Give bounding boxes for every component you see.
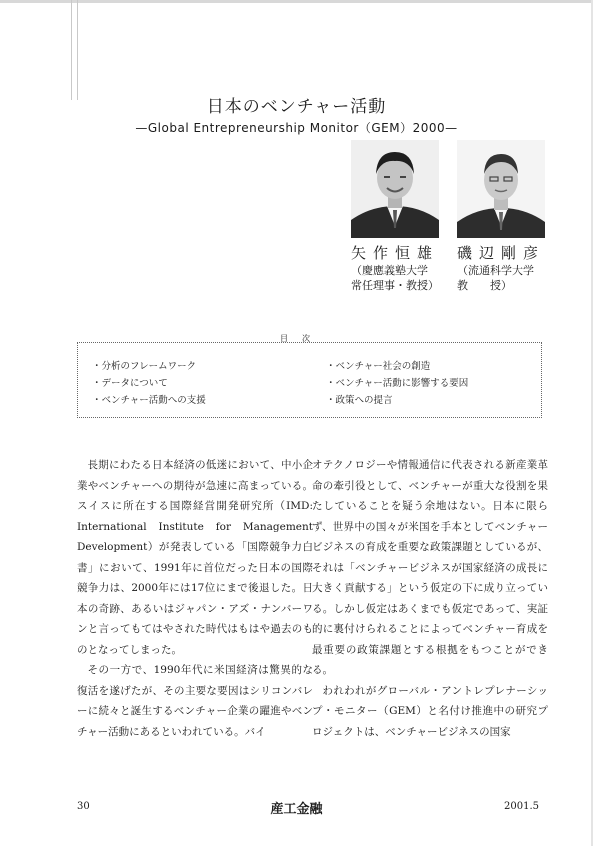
magazine-name: 産工金融	[270, 802, 323, 817]
toc-item: ・ベンチャー社会の創造	[326, 361, 431, 372]
author-affiliation: （慶應義塾大学 常任理事・教授）	[351, 264, 439, 292]
scan-edge	[0, 0, 593, 3]
toc-item: ・データについて	[92, 378, 168, 389]
author-name: 磯辺剛彦	[457, 244, 546, 262]
author-name: 矢作恒雄	[351, 244, 440, 262]
body-paragraph: オテクノロジーや情報通信に代表される新産業革命の牽引役として、ベンチャーが重大な役割を果たしていることを疑う余地はない。日本に限らず、世界中の国々が米国を手本としてベンチャービジネスの育成を重要な政策課題としているが、それは「ベンチャービジネスが国家経済の成長に大きく貢献する」という仮定の下に成り立っている。しかし仮定はあくまでも仮定であって、実証的に裏付けられることによってベンチャー育成を最重要の政策課題とする根拠をもつことができる。	[312, 459, 548, 676]
table-of-contents	[77, 342, 542, 418]
toc-item: ・ベンチャー活動に影響する要因	[326, 378, 469, 389]
page-number: 30	[77, 801, 90, 812]
body-paragraph: 長期にわたる日本経済の低迷において、中小企業やベンチャーへの期待が急速に高まっている。スイスに所在する国際経営開発研究所（IMD: International Institute for Management Development）が発表している「国際競争力白書」において、1991年に首位だった日本の国際競争力は、2000年には17位にまで後退した。日本の奇跡、あるいはジャパン・アズ・ナンバーワンと言ってもてはやされた時代はもはや過去のものとなってしまった。	[77, 459, 313, 656]
toc-item: ・ベンチャー活動への支援	[92, 395, 206, 406]
toc-item: ・政策への提言	[326, 395, 393, 406]
scan-line	[71, 0, 72, 100]
toc-label: 目 次	[280, 334, 313, 343]
scan-line	[77, 0, 78, 100]
author-photo	[457, 140, 545, 238]
toc-item: ・分析のフレームワーク	[92, 361, 197, 372]
article-title: 日本のベンチャー活動	[206, 97, 387, 117]
body-paragraph: われわれがグローバル・アントレプレナーシップ・モニター（GEM）と名付け推進中の研究プロジェクトは、ベンチャービジネスの国家	[312, 684, 548, 738]
author-affiliation: （流通科学大学 教 授）	[457, 264, 534, 292]
issue-date: 2001.5	[504, 801, 539, 812]
body-paragraph: その一方で、1990年代に米国経済は驚異的な復活を遂げたが、その主要な要因はシリコンバレーに続々と誕生するベンチャー企業の躍進やベンチャー活動にあるといわれている。バイ	[77, 664, 313, 738]
body-column-right	[312, 455, 548, 742]
article-subtitle: —Global Entrepreneurship Monitor（GEM）2000—	[135, 121, 458, 135]
body-column-left	[77, 455, 313, 742]
toc-column	[92, 358, 206, 409]
toc-column	[326, 358, 468, 409]
author-photo	[351, 140, 439, 238]
